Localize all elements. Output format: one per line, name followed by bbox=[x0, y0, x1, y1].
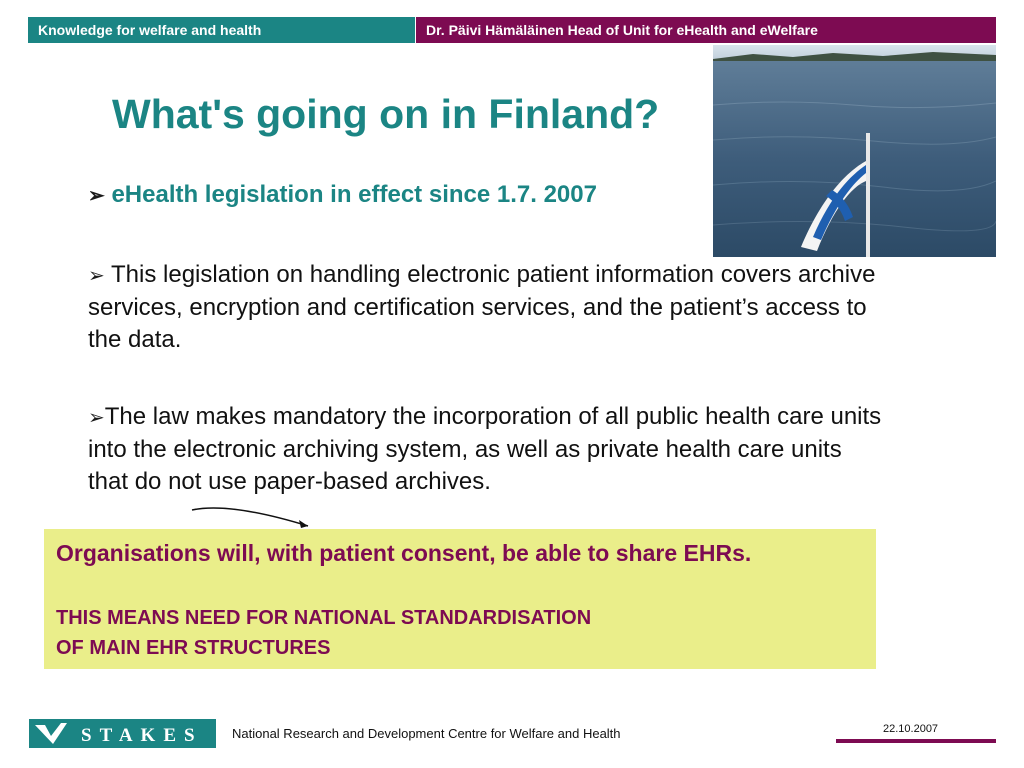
bullet-mandatory-archiving-text: The law makes mandatory the incorporation of all public health care units into the electronic archiving system, as well as private health care units that do not use paper-based archives. bbox=[88, 403, 882, 495]
header-right-text: Dr. Päivi Hämäläinen Head of Unit for eHealth and eWelfare bbox=[426, 22, 818, 38]
callout-standardisation-line2: OF MAIN EHR STRUCTURES bbox=[56, 637, 331, 659]
connector-arrow-icon bbox=[190, 500, 320, 536]
stakes-logo bbox=[29, 719, 216, 748]
bullet-legislation-date bbox=[88, 180, 597, 211]
arrow-bullet-icon: ➢ bbox=[88, 185, 105, 207]
callout-ehr-sharing: Organisations will, with patient consent, be able to share EHRs. bbox=[56, 540, 752, 566]
bullet-mandatory-archiving bbox=[88, 401, 883, 498]
footer-divider bbox=[836, 739, 996, 743]
footer-date: 22.10.2007 bbox=[883, 723, 939, 735]
header-left-text: Knowledge for welfare and health bbox=[38, 22, 262, 38]
bullet-legislation-scope-text: This legislation on handling electronic patient information covers archive services, encryption and certification services, and the patient’s access to the data. bbox=[88, 261, 876, 353]
slide-title: What's going on in Finland? bbox=[112, 91, 660, 137]
bullet-legislation-date-text: eHealth legislation in effect since 1.7. 2007 bbox=[111, 181, 597, 208]
callout-box bbox=[44, 529, 876, 669]
callout-standardisation-line1: THIS MEANS NEED FOR NATIONAL STANDARDISATION bbox=[56, 607, 592, 629]
stakes-logo-text: STAKES bbox=[81, 725, 203, 746]
arrow-bullet-icon: ➢ bbox=[88, 265, 105, 287]
header-right-banner bbox=[416, 17, 996, 43]
arrow-bullet-icon: ➢ bbox=[88, 407, 105, 429]
footer-org-name: National Research and Development Centre for Welfare and Health bbox=[232, 726, 621, 741]
finland-flag-photo bbox=[713, 45, 996, 257]
flag-over-sea-image bbox=[713, 45, 996, 257]
bullet-legislation-scope bbox=[88, 259, 883, 356]
header-left-banner bbox=[28, 17, 415, 43]
